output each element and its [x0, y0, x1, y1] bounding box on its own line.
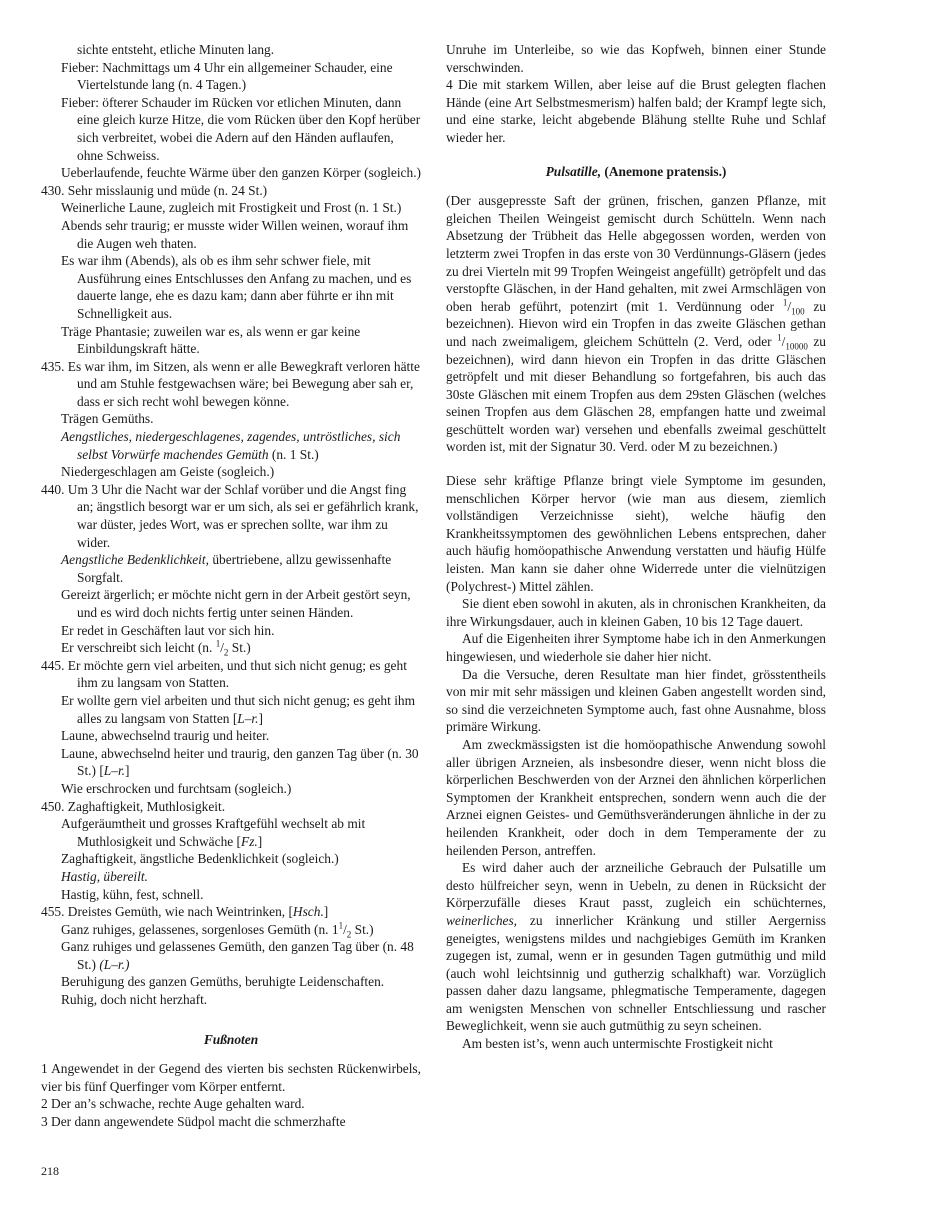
symptom-entry [41, 164, 421, 182]
frac-den: 10000 [785, 341, 808, 352]
entry-text: Trägen Gemüths. [61, 411, 154, 427]
right-column [446, 41, 826, 1053]
symptom-entry [41, 182, 421, 200]
entry-text: Ruhig, doch nicht herzhaft. [61, 992, 208, 1008]
entry-text: ] [257, 833, 263, 849]
section-heading [446, 163, 826, 181]
intro-paragraph-2: Sie dient eben sowohl in akuten, als in chronischen Krankheiten, da ihre Wirkungsdauer, auch in kleinen Gaben, 10 bis 12 Tage dauert. [446, 596, 826, 629]
p6-italic: weinerliches, [446, 912, 518, 928]
frac-den: 2 [223, 647, 229, 658]
entry-text: sichte entsteht, etliche Minuten lang. [77, 42, 275, 57]
entry-text: Er redet in Geschäften laut vor sich hin. [61, 622, 275, 638]
entry-text: Er verschreibt sich leicht (n. [61, 640, 216, 656]
symptom-entry [41, 59, 421, 94]
entry-text: Hsch. [292, 904, 324, 920]
prep-text-b: zu bezeichnen). Hievon wird ein Tropfen in das zweite Gläschen gethan und nach zweimaligem, gleichem Schütteln (2. Verd, oder [446, 298, 826, 349]
p6-text-a: Es wird daher auch der arzneiliche Gebrauch der Pulsatille um desto hülfreicher seyn, wenn in Uebeln, zu denen in Rücksicht der Körperzufälle dieses Kraut passt, zugleich ein schüchternes, [446, 860, 826, 911]
entry-text: Wie erschrocken und furchtsam (sogleich.) [61, 780, 292, 796]
symptom-entry [41, 199, 421, 217]
symptom-entry [41, 94, 421, 164]
entry-text: Aengstliches, niedergeschlagenes, zagendes, untröstliches, sich selbst Vorwürfe machendes Gemüth [61, 429, 401, 462]
frac-den: 2 [346, 929, 352, 940]
footnote: 2 Der an’s schwache, rechte Auge gehalten ward. [41, 1096, 305, 1112]
heading-remedy-name: Pulsatille, [545, 163, 602, 179]
frac-num: 1 [338, 920, 344, 931]
symptom-entry [41, 815, 421, 850]
symptom-entry [41, 622, 421, 640]
entry-text: Beruhigung des ganzen Gemüths, beruhigte Leidenschaften. [61, 974, 385, 990]
symptom-entry [41, 358, 421, 411]
prep-text-c: zu bezeichnen), wird dann hievon ein Tropfen in das dritte Gläschen getröpfelt und mit dieser Behandlung so fortgefahren, bis auch das 30ste Gläschen mit einem Tropfen aus dem 29sten Gläschen (welches seinen Tropfen aus dem Gläschen 28, empfangen hatte und zweimal geschüttelt worden war) versehen und ebenfalls zweimal geschüttelt worden ist, mit der Signatur 30. Verd. oder M zu bezeichnen.) [446, 333, 826, 455]
p6-text-b: zu innerlicher Kränkung und stiller Aergerniss geneigtes, wenigstens mildes und nachgiebiges Gemüth im Kranken zugegen ist, zumal, wenn er in gesunden Tagen gutmüthig und mild (auch wohl leichtsinnig und gutherzig schalkhaft) war. Vorzüglich passen daher dazu langsame, phlegmatische Temperamente, dagegen am wenigsten Menschen von schneller Entschliessung und rascher Beweglichkeit, wenn sie auch gutmüthig zu seyn scheinen. [446, 912, 826, 1034]
entry-text: St.) [228, 640, 251, 656]
frac-num: 1 [215, 638, 221, 649]
intro-paragraph-1: Diese sehr kräftige Pflanze bringt viele Symptome im gesunden, menschlichen Körper hervor (wie man aus diesem, ziemlich vollständigen Verzeichnisse sieht), welche häufig den Krankheitssymptomen des gewöhnlichen Lebens entsprechen, daher auch häufig homöopathische Anwendung verstatten und häufig Hülfe leisten. Man kann sie daher ohne Widerrede unter die vielnützigen (Polychrest-) Mittel zählen. [446, 473, 826, 594]
frac-num: 1 [782, 297, 788, 308]
intro-paragraph-3: Auf die Eigenheiten ihrer Symptome habe ich in den Anmerkungen hingewiesen, und wiederhole sie daher hier nicht. [446, 631, 826, 664]
symptom-entry [41, 903, 421, 921]
symptom-entry [41, 921, 421, 939]
symptom-entry [41, 991, 421, 1009]
symptom-entry [41, 745, 421, 780]
fraction: $^1/_2$ [338, 920, 352, 940]
entry-text: 440. Um 3 Uhr die Nacht war der Schlaf vorüber und die Angst fing an; ängstlich besorgt war er um sich, als sei er gefährlich krank, war düster, jedes Wort, was er sprechen sollte, war ihm zu wider. [41, 481, 419, 550]
symptom-entry [41, 586, 421, 621]
entry-text: Aufgeräumtheit und grosses Kraftgefühl wechselt ab mit Muthlosigkeit und Schwäche [ [61, 816, 366, 849]
intro-paragraph-5: Am zweckmässigsten ist die homöopathische Anwendung sowohl aller übrigen Arzneien, als insbesondre dieser, wenn nicht bloss die körperlichen Beschwerden von der Arznei den ähnlichen körperlichen Symptomen der Krankheit entsprechen, sondern wenn auch die der Arznei eignen Geistes- und Gemüthsveränderungen ähnliche in der zu heilenden Krankheit, oder doch in dem Temperamente der zu heilenden Person, antreffen. [446, 736, 826, 858]
symptom-entry [41, 692, 421, 727]
entry-text: (L–r.) [99, 956, 130, 972]
prep-text-a: (Der ausgepresste Saft der grünen, frischen, ganzen Pflanze, mit gleichen Theilen Weingeist gemischt durch Schütteln. Wenn nach Absetzung der Trübheit das Helle abgegossen worden, werden von letzterm zwei Tropfen in das erste von 30 Verdünnungs-Gläsern (jedes zu drei Vierteln mit 99 Tropfen Weingeist angefüllt) getröpfelt und das verstopfte Gläschen, in der Hand gehalten, mit zwei Armschlägen von oben herab geführt, potenzirt (mit 1. Verdünnung oder [446, 193, 826, 314]
footnote-3-continued: Unruhe im Unterleibe, so wie das Kopfweh, binnen einer Stunde verschwinden. [446, 42, 826, 75]
symptom-entry [41, 657, 421, 692]
footnote: 3 Der dann angewendete Südpol macht die schmerzhafte [41, 1114, 346, 1130]
left-column [41, 41, 421, 1131]
entry-text: Niedergeschlagen am Geiste (sogleich.) [61, 464, 275, 480]
symptom-entry [41, 217, 421, 252]
symptom-entry [41, 780, 421, 798]
fraction-1-10000: $^1/_{10000}$ [777, 332, 808, 352]
footnotes-list [41, 1060, 421, 1130]
entry-text: L–r. [103, 763, 126, 779]
entry-text: 435. Es war ihm, im Sitzen, als wenn er alle Bewegkraft verloren hätte und am Stuhle festgewachsen wäre; bei Bewegung aber sah er, dass er sich recht wohl bewegen könne. [41, 358, 420, 409]
symptom-entry [41, 868, 421, 886]
heading-latin-name: (Anemone pratensis.) [601, 163, 727, 179]
symptom-entry [41, 886, 421, 904]
intro-paragraph-6 [446, 859, 826, 1035]
entry-text: Weinerliche Laune, zugleich mit Frostigkeit und Frost (n. 1 St.) [61, 200, 402, 216]
entry-text: 445. Er möchte gern viel arbeiten, und thut sich nicht genug; es geht ihm zu langsam von Statten. [41, 657, 407, 691]
entry-text: L–r. [237, 710, 259, 726]
symptom-entry [41, 410, 421, 428]
entry-text: 450. Zaghaftigkeit, Muthlosigkeit. [41, 798, 226, 814]
preparation-paragraph [446, 192, 826, 456]
entry-text: Fz. [241, 833, 258, 849]
intro-paragraph-4: Da die Versuche, deren Resultate man hier findet, grösstentheils von mir mit sehr mässigen und kleinen Gaben angestellt worden sind, so sind die verzeichneten Symptome auch, fast ohne Ausnahme, bloss primäre Wirkung. [446, 666, 826, 735]
intro-paragraph-7: Am besten ist’s, wenn auch untermischte Frostigkeit nicht [462, 1036, 773, 1052]
footnote: 1 Angewendet in der Gegend des vierten bis sechsten Rückenwirbels, vier bis fünf Querfinger vom Körper entfernt. [41, 1061, 421, 1094]
entry-text: 430. Sehr misslaunig und müde (n. 24 St.) [41, 182, 268, 198]
symptom-entry [41, 481, 421, 551]
frac-den: 100 [791, 306, 805, 317]
entry-text: Hastig, kühn, fest, schnell. [61, 886, 204, 902]
entry-text: Hastig, übereilt. [61, 868, 148, 884]
frac-num: 1 [777, 332, 782, 343]
symptom-entry [41, 639, 421, 657]
entry-text: Fieber: öfterer Schauder im Rücken vor etlichen Minuten, dann eine gleich kurze Hitze, die vom Rücken über den Kopf herüber sich verbreitet, wobei die Adern auf den Händen auflaufen, ohne Schweiss. [61, 94, 421, 163]
entry-text: Laune, abwechselnd heiter und traurig, den ganzen Tag über (n. 30 St.) [ [61, 745, 419, 779]
symptom-list [41, 41, 421, 1009]
entry-text: Gereizt ärgerlich; er möchte nicht gern in der Arbeit gestört seyn, und es wird doch nichts fertig unter seinen Händen. [61, 587, 411, 620]
entry-text: Zaghaftigkeit, ängstliche Bedenklichkeit (sogleich.) [61, 851, 339, 867]
entry-text: Ganz ruhiges, gelassenes, sorgenloses Gemüth (n. 1 [61, 921, 339, 937]
entry-text: Ganz ruhiges und gelassenes Gemüth, den ganzen Tag über (n. 48 St.) [61, 939, 414, 972]
entry-text: ] [258, 710, 263, 726]
symptom-entry [41, 323, 421, 358]
fraction: $^1/_2$ [215, 638, 229, 658]
footnotes-heading: Fußnoten [203, 1031, 259, 1047]
symptom-entry [41, 850, 421, 868]
entry-text: Träge Phantasie; zuweilen war es, als wenn er gar keine Einbildungskraft hätte. [61, 323, 361, 357]
symptom-entry [41, 798, 421, 816]
entry-text: St.) [351, 921, 374, 937]
fraction-1-100: $^1/_{100}$ [782, 297, 805, 317]
entry-text: Ueberlaufende, feuchte Wärme über den ganzen Körper (sogleich.) [61, 165, 422, 181]
symptom-entry [41, 727, 421, 745]
entry-text: übertriebene, allzu gewissenhafte Sorgfalt. [77, 552, 392, 585]
symptom-entry [41, 41, 421, 59]
entry-text: ] [125, 763, 130, 779]
entry-text: Aengstliche Bedenklichkeit, [61, 552, 209, 568]
symptom-entry [41, 463, 421, 481]
entry-text: Fieber: Nachmittags um 4 Uhr ein allgemeiner Schauder, eine Viertelstunde lang (n. 4 Tagen.) [61, 59, 393, 93]
symptom-entry [41, 551, 421, 586]
footnote-4: 4 Die mit starkem Willen, aber leise auf die Brust gelegten flachen Hände (eine Art Selbstmesmerism) halfen bald; der Krampf legte sich, und eine starke, leicht abgebende Blähung stellte Ruhe und Schlaf wieder her. [446, 77, 826, 145]
symptom-entry [41, 973, 421, 991]
entry-text: (n. 1 St.) [268, 446, 319, 462]
entry-text: Er wollte gern viel arbeiten und thut sich nicht genug; es geht ihm alles zu langsam von Statten [ [61, 692, 416, 726]
entry-text: ] [323, 904, 329, 920]
entry-text: Laune, abwechselnd traurig und heiter. [61, 728, 270, 744]
symptom-entry [41, 938, 421, 973]
entry-text: Abends sehr traurig; er musste wider Willen weinen, worauf ihm die Augen weh thaten. [61, 217, 409, 251]
symptom-entry [41, 252, 421, 322]
entry-text: 455. Dreistes Gemüth, wie nach Weintrinken, [ [41, 904, 293, 920]
symptom-entry [41, 428, 421, 463]
entry-text: Es war ihm (Abends), als ob es ihm sehr schwer fiele, mit Ausführung eines Entschlusses den Anfang zu machen, und es dauerte lange, ehe es dazu kam; dann aber führte er ihn mit Schnelligkeit aus. [61, 253, 412, 321]
page-number: 218 [41, 1164, 59, 1178]
